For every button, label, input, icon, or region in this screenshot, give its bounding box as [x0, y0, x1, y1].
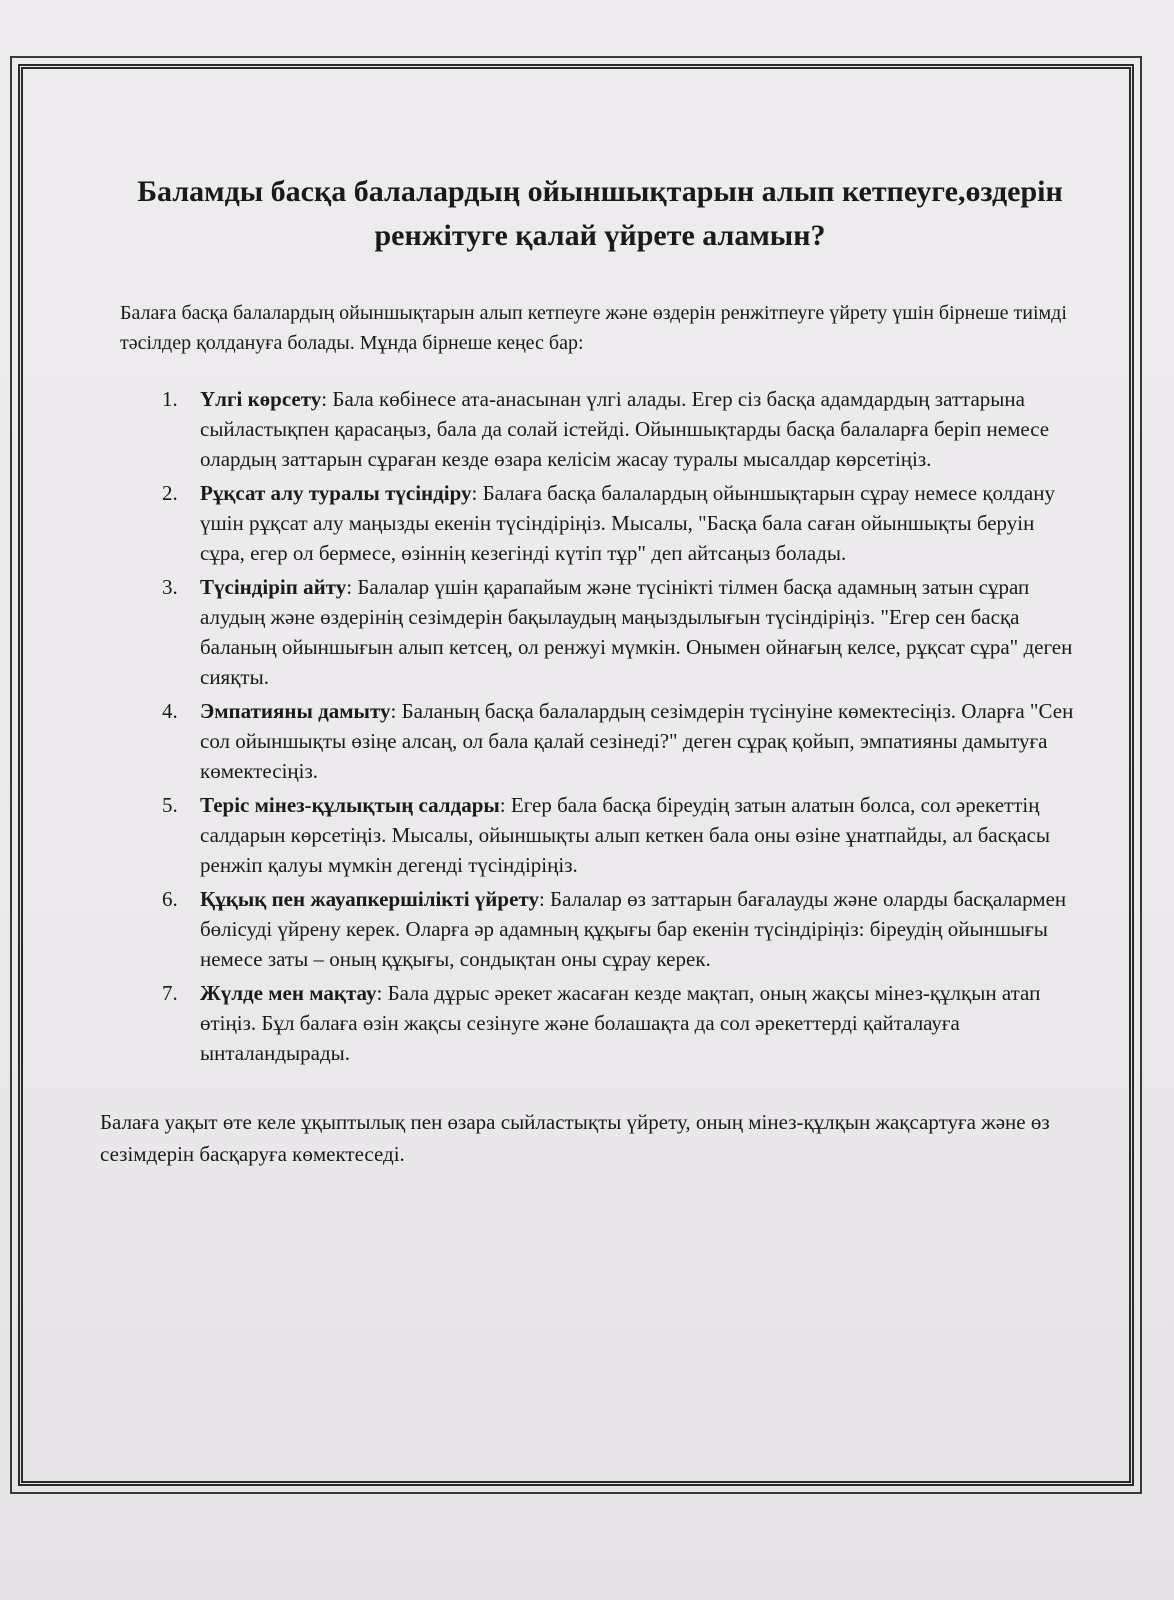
- list-item-text: : Бала дұрыс әрекет жасаған кезде мақтап, оның жақсы мінез-құлқын атап өтіңіз. Бұл балаға өзін жақсы сезінуге және болашақта да сол әрекеттерді қайталауға ынталандырады.: [200, 981, 1041, 1065]
- list-item: [100, 696, 1080, 786]
- closing-paragraph: Балаға уақыт өте келе ұқыптылық пен өзара сыйластықты үйрету, оның мінез-құлқын жақсартуға және өз сезімдерін басқаруға көмектеседі.: [100, 1110, 1050, 1166]
- list-item-number: 5.: [162, 793, 178, 817]
- list-item-text: : Егер бала басқа біреудің затын алатын болса, сол әрекеттің салдарын көрсетіңіз. Мысалы, ойыншықты алып кеткен бала оны өзіне ұнатпайды, ал басқасы ренжіп қалуы мүмкін дегенді түсіндіріңіз.: [200, 793, 1051, 877]
- list-item-term: Құқық пен жауапкершілікті үйрету: [200, 887, 539, 911]
- list-item-term: Жүлде мен мақтау: [200, 981, 377, 1005]
- list-item: [100, 884, 1080, 974]
- list-item-number: 1.: [162, 387, 178, 411]
- list-item-term: Үлгі көрсету: [200, 387, 322, 411]
- list-item-text: : Бала көбінесе ата-анасынан үлгі алады. Егер сіз басқа адамдардың заттарына сыйластықпен қарасаңыз, бала да солай істейді. Ойыншықтарды басқа балаларға беріп немесе олардың заттарын сұраған кезде өзара келісім жасау туралы мысалдар көрсетіңіз.: [200, 387, 1050, 471]
- list-item-term: Түсіндіріп айту: [200, 575, 347, 599]
- list-item: [100, 790, 1080, 880]
- list-item: [100, 384, 1080, 474]
- list-item-number: 4.: [162, 699, 178, 723]
- list-item-term: Рұқсат алу туралы түсіндіру: [200, 481, 472, 505]
- list-item-text: : Баланың басқа балалардың сезімдерін түсінуіне көмектесіңіз. Оларға "Сен сол ойыншықты өзіңе алсаң, ол бала қалай сезінеді?" деген сұрақ қойып, эмпатияны дамытуға көмектесіңіз.: [200, 699, 1074, 783]
- list-item-number: 6.: [162, 887, 178, 911]
- list-item-text: : Балалар үшін қарапайым және түсінікті тілмен басқа адамның затын сұрап алудың және өздерінің сезімдерін бақылаудың маңыздылығын түсіндіріңіз. "Егер сен басқа баланың ойыншығын алып кетсең, ол ренжуі мүмкін. Онымен ойнағың келсе, рұқсат сұра" деген сияқты.: [200, 575, 1073, 689]
- list-item: [100, 978, 1080, 1068]
- list-item-text: : Балалар өз заттарын бағалауды және оларды басқалармен бөлісуді үйрену керек. Оларға әр адамның құқығы бар екенін түсіндіріңіз: біреудің ойыншығы немесе заты – оның құқығы, сондықтан оны сұрау керек.: [200, 887, 1067, 971]
- list-item-text: : Балаға басқа балалардың ойыншықтарын сұрау немесе қолдану үшін рұқсат алу маңызды екенін түсіндіріңіз. Мысалы, "Басқа бала саған ойыншықты беруін сұра, егер ол бермесе, өзіннің кезегінді күтіп тұр" деп айтсаңыз болады.: [200, 481, 1055, 565]
- list-item-number: 7.: [162, 981, 178, 1005]
- intro-paragraph: Балаға басқа балалардың ойыншықтарын алып кетпеуге және өздерін ренжітпеуге үйрету үшін бірнеше тиімді тәсілдер қолдануға болады. Мұнда бірнеше кеңес бар:: [120, 302, 1067, 354]
- document-title: Баламды басқа балалардың ойыншықтарын алып кетпеуге,өздерін ренжітуге қалай үйрете аламын?: [137, 175, 1063, 252]
- list-item-number: 2.: [162, 481, 178, 505]
- list-item-term: Теріс мінез-құлықтың салдары: [200, 793, 500, 817]
- tips-list: [100, 384, 1080, 1068]
- list-item-term: Эмпатияны дамыту: [200, 699, 391, 723]
- document-body: [100, 170, 1080, 1170]
- list-item-number: 3.: [162, 575, 178, 599]
- list-item: [100, 478, 1080, 568]
- list-item: [100, 572, 1080, 692]
